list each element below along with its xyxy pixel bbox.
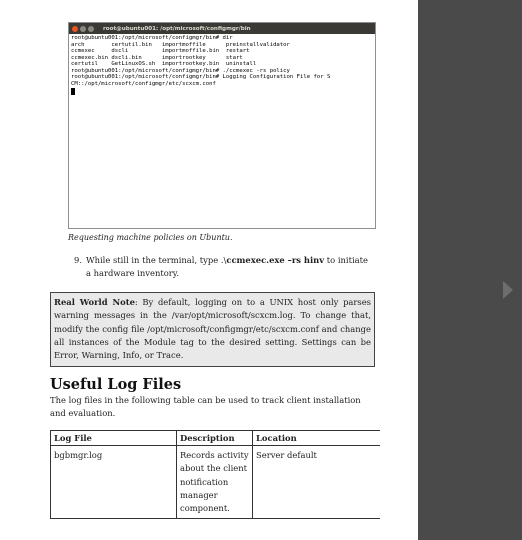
- window-minimize-icon: [80, 26, 86, 32]
- column-header-location: Location: [253, 431, 381, 446]
- terminal-line: root@ubuntu001:/opt/microsoft/configmgr/bin# dir: [71, 35, 233, 41]
- section-heading: Useful Log Files: [50, 376, 182, 393]
- cell-location: Server default: [253, 446, 381, 519]
- log-files-table: [50, 430, 380, 519]
- terminal-line: ccmexec dscli importmoffile.bin restart: [71, 48, 250, 54]
- table-header-row: [51, 431, 381, 446]
- figure-caption: Requesting machine policies on Ubuntu.: [68, 233, 233, 242]
- column-header-description: Description: [177, 431, 253, 446]
- step-text: [86, 254, 374, 280]
- window-close-icon: [72, 26, 78, 32]
- terminal-title: root@ubuntu001: /opt/microsoft/configmgr/bin: [103, 25, 251, 32]
- terminal-cursor: [71, 88, 75, 95]
- terminal-line: certutil GetLinuxOS.sh importrootkey.bin uninstall: [71, 61, 257, 67]
- section-intro: The log files in the following table can be used to track client installation and evaluation.: [50, 395, 361, 418]
- terminal-line: root@ubuntu001:/opt/microsoft/configmgr/bin# ./ccmexec -rs policy: [71, 67, 290, 74]
- terminal-output: [69, 34, 375, 96]
- terminal-titlebar: [69, 23, 375, 34]
- terminal-line: CM::/opt/microsoft/configmgr/etc/scxcm.conf: [71, 80, 216, 87]
- table-row: [51, 446, 381, 519]
- step-text-before: While still in the terminal, type .\: [86, 255, 227, 265]
- real-world-note-box: [50, 292, 375, 367]
- note-label: Real World Note: [54, 297, 135, 307]
- note-text: : By default, logging on to a UNIX host only parses warning messages in the /var/opt/microsoft/scxcm.log. To change that, modify the config file /opt/microsoft/configmgr/etc/scxcm.conf and change all instances of the Module tag to the desired setting. Settings can be Error, Warning, Info, or Trace.: [54, 297, 371, 361]
- terminal-line: arch certutil.bin importmoffile preinstallvalidator: [71, 41, 290, 48]
- terminal-line: ccmexec.bin dscli.bin importrootkey start: [71, 54, 243, 61]
- terminal-line: root@ubuntu001:/opt/microsoft/configmgr/bin# Logging Configuration File for S: [71, 74, 331, 80]
- cell-log-file: bgbmgr.log: [51, 446, 177, 519]
- next-page-arrow-icon[interactable]: [503, 281, 513, 299]
- terminal-screenshot: [68, 22, 376, 229]
- step-number: 9.: [74, 255, 82, 265]
- viewer-side-panel: [418, 0, 522, 540]
- window-maximize-icon: [88, 26, 94, 32]
- numbered-step: [74, 254, 374, 280]
- column-header-log-file: Log File: [51, 431, 177, 446]
- cell-description: Records activity about the client notification manager component.: [177, 446, 253, 519]
- step-command: ccmexec.exe –rs hinv: [226, 255, 325, 265]
- step-text-after: to initiate a hardware inventory.: [86, 255, 368, 278]
